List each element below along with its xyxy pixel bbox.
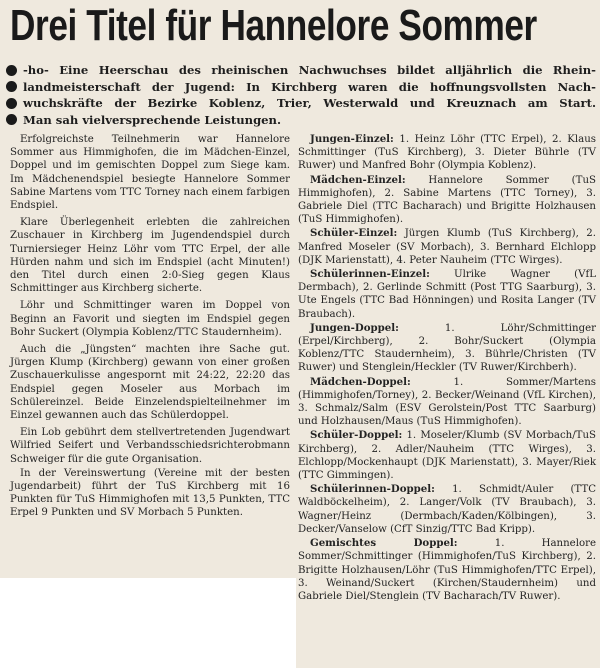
result-text: 1. Löhr/Schmittinger (Erpel/Kirchberg), 2. Bohr/Suckert (Olympia Koblenz/TTC Staudernheim), 3. Bührle/Christen (TV Ruwer) und Stenglein/Heckler (TV Ruwer/Kirchberh). <box>298 322 596 374</box>
body-paragraph: Löhr und Schmittinger waren im Doppel von Beginn an Favorit und siegten im Endspiel gegen Bohr Suckert (Olympia Koblenz/TTC Staudernheim). <box>10 300 290 338</box>
result-category: Schüler-Einzel: <box>310 227 398 240</box>
result-category: Mädchen-Doppel: <box>310 375 411 388</box>
result-category: Schülerinnen-Doppel: <box>310 483 435 496</box>
result-text: Hannelore Sommer (TuS Himmighofen), 2. Sabine Martens (TTC Torney), 3. Gabriele Diel (TTC Bacharach) und Brigitte Holzhausen (TuS Himmighofen). <box>298 174 596 226</box>
bullet-icon <box>6 114 17 125</box>
body-paragraph: Erfolgreichste Teilnehmerin war Hannelore Sommer aus Himmighofen, die im Mädchen-Einzel, Doppel und im gemischten Doppel zum Siege kam. Im Mädchenendspiel besiegte Hannelore Sommer Sabine Martens vom TTC Torney nach einem farbigen Endspiel. <box>10 134 290 212</box>
result-entry <box>298 322 596 375</box>
result-entry <box>298 174 596 227</box>
lead-text: Man sah vielversprechende Leistungen. <box>23 112 282 127</box>
bullet-icon <box>6 65 17 76</box>
body-paragraph: Ein Lob gebührt dem stellvertretenden Jugendwart Wilfried Seifert und Verbandsschiedsrichterobmann Schweiger für die gute Organisation. <box>10 427 290 465</box>
blank-area <box>0 578 296 668</box>
lead-text: landmeisterschaft der Jugend: In Kirchberg waren die hoffnungsvollsten Nach- <box>23 79 596 94</box>
result-category: Schülerinnen-Einzel: <box>310 268 430 281</box>
lead-text: wuchskräfte der Bezirke Koblenz, Trier, Westerwald und Kreuznach am Start. <box>23 96 596 110</box>
result-category: Gemischtes Doppel: <box>310 537 458 550</box>
result-entry <box>298 376 596 429</box>
result-category: Schüler-Doppel: <box>310 429 403 442</box>
result-entry <box>298 537 596 603</box>
result-entry <box>298 429 596 482</box>
result-text: Ulrike Wagner (VfL Dermbach), 2. Gerlinde Schmitt (Post TTG Saarburg), 3. Ute Engels (TTC Bad Hönningen) und Rosita Langer (TV Braubach). <box>298 269 596 320</box>
bullet-icon <box>6 98 17 109</box>
result-entry <box>298 133 596 173</box>
result-text: 1. Hannelore Sommer/Schmittinger (Himmighofen/TuS Kirchberg), 2. Brigitte Holzhausen/Löhr (TuS Himmighofen/TTC Erpel), 3. Weinand/Suckert (Kirchen/Staudernheim) und Gabriele Diel/Stenglein (TV Bacharach/TV Ruwer). <box>298 538 596 602</box>
result-text: Jürgen Klumb (TuS Kirchberg), 2. Manfred Moseler (SV Morbach), 3. Bernhard Elchlopp (DJK Marienstatt), 4. Peter Nauheim (TTC Wirges). <box>298 228 596 266</box>
lead-line <box>6 79 596 96</box>
result-category: Mädchen-Einzel: <box>310 173 406 186</box>
result-text: 1. Sommer/Martens (Himmighofen/Torney), 2. Becker/Weinand (VfL Kirchen), 3. Schmalz/Salm (ESV Gerolstein/Post TTC Saarburg) und Holzhausen/Maus (TuS Himmighofen). <box>298 376 596 428</box>
lead-line <box>6 112 596 129</box>
headline: Drei Titel für Hannelore Sommer <box>10 1 537 50</box>
result-text: 1. Moseler/Klumb (SV Morbach/TuS Kirchberg), 2. Adler/Nauheim (TTC Wirges), 3. Elchlopp/Mockenhaupt (DJK Marienstatt), 3. Mayer/Riek (TTC Gimmingen). <box>298 430 596 482</box>
result-entry <box>298 227 596 267</box>
result-text: 1. Heinz Löhr (TTC Erpel), 2. Klaus Schmittinger (TuS Kirchberg), 3. Dieter Bührle (TV Ruwer) und Manfred Bohr (Olympia Koblenz). <box>298 134 596 172</box>
lead-text: -ho- Eine Heerschau des rheinischen Nachwuchses bildet alljährlich die Rhein- <box>23 63 596 77</box>
body-paragraph: Auch die „Jüngsten“ machten ihre Sache gut. Jürgen Klump (Kirchberg) gewann von einer großen Zuschauerkulisse angespornt mit 24:22, 22:20 das Endspiel gegen Moseler aus Morbach im Schülereinzel. Beide Einzelendspielteilnehmer im Einzel gewannen auch das Schülerdoppel. <box>10 344 290 422</box>
body-paragraph: Klare Überlegenheit erlebten die zahlreichen Zuschauer in Kirchberg im Jugendendspiel durch Turniersieger Heinz Löhr vom TTC Erpel, der alle Hürden nahm und sich im Endspiel (acht Minuten!) den Titel durch einen 2:0-Sieg gegen Klaus Schmittinger aus Kirchberg sicherte. <box>10 217 290 295</box>
result-category: Jungen-Doppel: <box>310 321 399 334</box>
result-text: 1. Schmidt/Auler (TTC Waldböckelheim), 2. Langer/Volk (TV Braubach), 3. Wagner/Heinz (Dermbach/Kaden/Kölbingen), 3. Decker/Vanselow (CfT Sinzig/TTC Bad Kripp). <box>298 484 596 535</box>
body-paragraph: In der Vereinswertung (Vereine mit der besten Jugendarbeit) führt der TuS Kirchberg mit 16 Punkten für TuS Himmighofen mit 13,5 Punkten, TTC Erpel 9 Punkten und SV Morbach 5 Punkten. <box>10 467 290 519</box>
result-category: Jungen-Einzel: <box>310 133 394 145</box>
article-body-column <box>10 133 290 524</box>
results-column <box>298 133 596 604</box>
lead-line <box>6 95 596 112</box>
result-entry <box>298 268 596 321</box>
lead-line <box>6 62 596 79</box>
bullet-icon <box>6 81 17 92</box>
result-entry <box>298 483 596 536</box>
lead-paragraph <box>6 62 596 128</box>
